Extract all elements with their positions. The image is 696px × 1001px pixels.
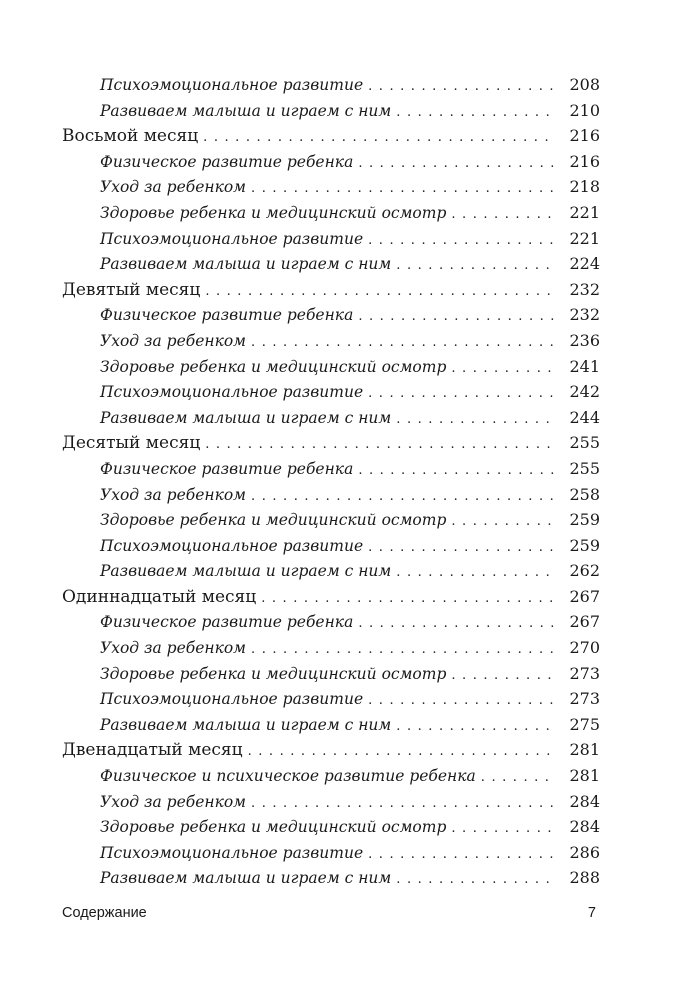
toc-entry-page-number: 273 (569, 663, 600, 683)
toc-chapter-entry (0, 277, 696, 303)
toc-section-entry (0, 789, 696, 815)
toc-dot-leader (358, 458, 556, 484)
toc-entry-title: Уход за ребенком (100, 485, 247, 504)
toc-section-entry (0, 482, 696, 508)
toc-chapter-entry (0, 123, 696, 149)
toc-dot-leader (368, 688, 556, 714)
toc-entry-title: Физическое развитие ребенка (100, 613, 354, 632)
toc-entry-page-number: 288 (569, 868, 600, 888)
toc-entry-title: Психоэмоциональное развитие (100, 76, 364, 94)
toc-entry-title: Психоэмоциональное развитие (100, 843, 364, 862)
toc-dot-leader (368, 842, 556, 868)
toc-entry-title: Психоэмоциональное развитие (100, 690, 364, 709)
toc-section-entry (0, 533, 696, 559)
toc-section-entry (0, 302, 696, 328)
toc-entry-page-number: 267 (569, 586, 600, 606)
toc-entry-title: Физическое развитие ребенка (100, 459, 354, 478)
toc-dot-leader (396, 867, 556, 893)
toc-entry-title: Одиннадцатый месяц (62, 586, 257, 607)
toc-entry-page-number: 258 (569, 484, 600, 504)
toc-entry-page-number: 284 (569, 791, 600, 811)
toc-entry-page-number: 221 (569, 228, 600, 248)
toc-entry-title: Развиваем малыша и играем с ним (100, 715, 392, 734)
toc-entry-title: Психоэмоциональное развитие (100, 383, 364, 402)
toc-dot-leader (251, 176, 556, 202)
toc-section-entry (0, 226, 696, 252)
table-of-contents (0, 72, 696, 891)
toc-section-entry (0, 686, 696, 712)
toc-entry-title: Десятый месяц (62, 433, 201, 454)
page-footer (0, 905, 696, 929)
toc-entry-page-number: 221 (569, 202, 600, 222)
toc-section-entry (0, 174, 696, 200)
toc-dot-leader (251, 791, 556, 817)
toc-section-entry (0, 712, 696, 738)
toc-section-entry (0, 661, 696, 687)
toc-entry-page-number: 224 (569, 254, 600, 274)
toc-dot-leader (396, 100, 556, 126)
toc-chapter-entry (0, 430, 696, 456)
toc-dot-leader (481, 765, 556, 791)
toc-entry-page-number: 241 (569, 356, 600, 376)
toc-entry-page-number: 236 (569, 330, 600, 350)
toc-dot-leader (451, 816, 556, 842)
toc-entry-title: Физическое развитие ребенка (100, 152, 354, 171)
toc-section-entry (0, 507, 696, 533)
toc-entry-title: Развиваем малыша и играем с ним (100, 562, 392, 581)
toc-entry-title: Развиваем малыша и играем с ним (100, 255, 392, 274)
toc-dot-leader (251, 330, 556, 356)
toc-dot-leader (205, 279, 556, 305)
toc-dot-leader (451, 356, 556, 382)
toc-section-entry (0, 379, 696, 405)
toc-chapter-entry (0, 584, 696, 610)
toc-entry-page-number: 284 (569, 817, 600, 837)
toc-entry-page-number: 216 (569, 126, 600, 146)
toc-section-entry (0, 763, 696, 789)
toc-entry-title: Здоровье ребенка и медицинский осмотр (100, 357, 447, 376)
toc-dot-leader (451, 202, 556, 228)
toc-section-entry (0, 840, 696, 866)
toc-entry-title: Развиваем малыша и играем с ним (100, 869, 392, 888)
toc-entry-title: Двенадцатый месяц (62, 740, 243, 761)
toc-chapter-entry (0, 737, 696, 763)
toc-entry-title: Здоровье ребенка и медицинский осмотр (100, 203, 447, 222)
toc-dot-leader (251, 484, 556, 510)
toc-entry-title: Девятый месяц (62, 279, 201, 300)
toc-entry-page-number: 244 (569, 407, 600, 427)
toc-entry-page-number: 270 (569, 638, 600, 658)
toc-dot-leader (396, 560, 556, 586)
toc-entry-page-number: 286 (569, 842, 600, 862)
toc-dot-leader (358, 611, 556, 637)
toc-dot-leader (451, 663, 556, 689)
toc-section-entry (0, 865, 696, 891)
toc-dot-leader (205, 432, 556, 458)
toc-entry-title: Психоэмоциональное развитие (100, 536, 364, 555)
toc-dot-leader (251, 637, 556, 663)
toc-entry-title: Здоровье ребенка и медицинский осмотр (100, 664, 447, 683)
toc-section-entry (0, 251, 696, 277)
toc-section-entry (0, 456, 696, 482)
toc-dot-leader (396, 714, 556, 740)
toc-section-entry (0, 609, 696, 635)
toc-section-entry (0, 328, 696, 354)
toc-entry-page-number: 255 (569, 458, 600, 478)
footer-page-number: 7 (587, 905, 596, 921)
toc-entry-title: Уход за ребенком (100, 792, 247, 811)
toc-dot-leader (248, 739, 556, 765)
toc-entry-page-number: 218 (569, 177, 600, 197)
toc-entry-page-number: 208 (569, 75, 600, 94)
toc-dot-leader (396, 407, 556, 433)
toc-section-entry (0, 635, 696, 661)
toc-entry-page-number: 267 (569, 612, 600, 632)
toc-section-entry (0, 200, 696, 226)
toc-entry-title: Уход за ребенком (100, 178, 247, 197)
toc-section-entry (0, 72, 696, 98)
toc-entry-page-number: 216 (569, 151, 600, 171)
toc-section-entry (0, 558, 696, 584)
toc-entry-page-number: 273 (569, 689, 600, 709)
toc-entry-title: Уход за ребенком (100, 639, 247, 658)
toc-entry-page-number: 281 (569, 766, 600, 786)
toc-entry-page-number: 281 (569, 740, 600, 760)
toc-entry-page-number: 262 (569, 561, 600, 581)
toc-entry-page-number: 242 (569, 382, 600, 402)
toc-dot-leader (368, 74, 556, 100)
toc-section-entry (0, 814, 696, 840)
toc-entry-page-number: 255 (569, 433, 600, 453)
toc-entry-title: Восьмой месяц (62, 126, 199, 147)
footer-running-title: Содержание (62, 905, 147, 921)
toc-entry-page-number: 275 (569, 714, 600, 734)
toc-entry-page-number: 232 (569, 279, 600, 299)
toc-entry-title: Уход за ребенком (100, 331, 247, 350)
toc-dot-leader (368, 535, 556, 561)
toc-dot-leader (396, 253, 556, 279)
toc-dot-leader (368, 228, 556, 254)
toc-entry-page-number: 210 (569, 100, 600, 120)
toc-dot-leader (358, 304, 556, 330)
toc-entry-page-number: 259 (569, 510, 600, 530)
toc-dot-leader (203, 125, 556, 151)
toc-dot-leader (368, 381, 556, 407)
toc-entry-page-number: 259 (569, 535, 600, 555)
toc-entry-title: Физическое развитие ребенка (100, 306, 354, 325)
toc-section-entry (0, 98, 696, 124)
toc-entry-title: Здоровье ребенка и медицинский осмотр (100, 511, 447, 530)
toc-dot-leader (451, 509, 556, 535)
toc-section-entry (0, 149, 696, 175)
toc-section-entry (0, 354, 696, 380)
toc-entry-title: Физическое и психическое развитие ребенка (100, 767, 476, 786)
toc-entry-title: Развиваем малыша и играем с ним (100, 408, 392, 427)
toc-entry-title: Психоэмоциональное развитие (100, 229, 364, 248)
toc-entry-title: Здоровье ребенка и медицинский осмотр (100, 818, 447, 837)
toc-entry-page-number: 232 (569, 305, 600, 325)
toc-dot-leader (358, 151, 556, 177)
toc-section-entry (0, 405, 696, 431)
toc-dot-leader (261, 586, 556, 612)
toc-entry-title: Развиваем малыша и играем с ним (100, 101, 392, 120)
